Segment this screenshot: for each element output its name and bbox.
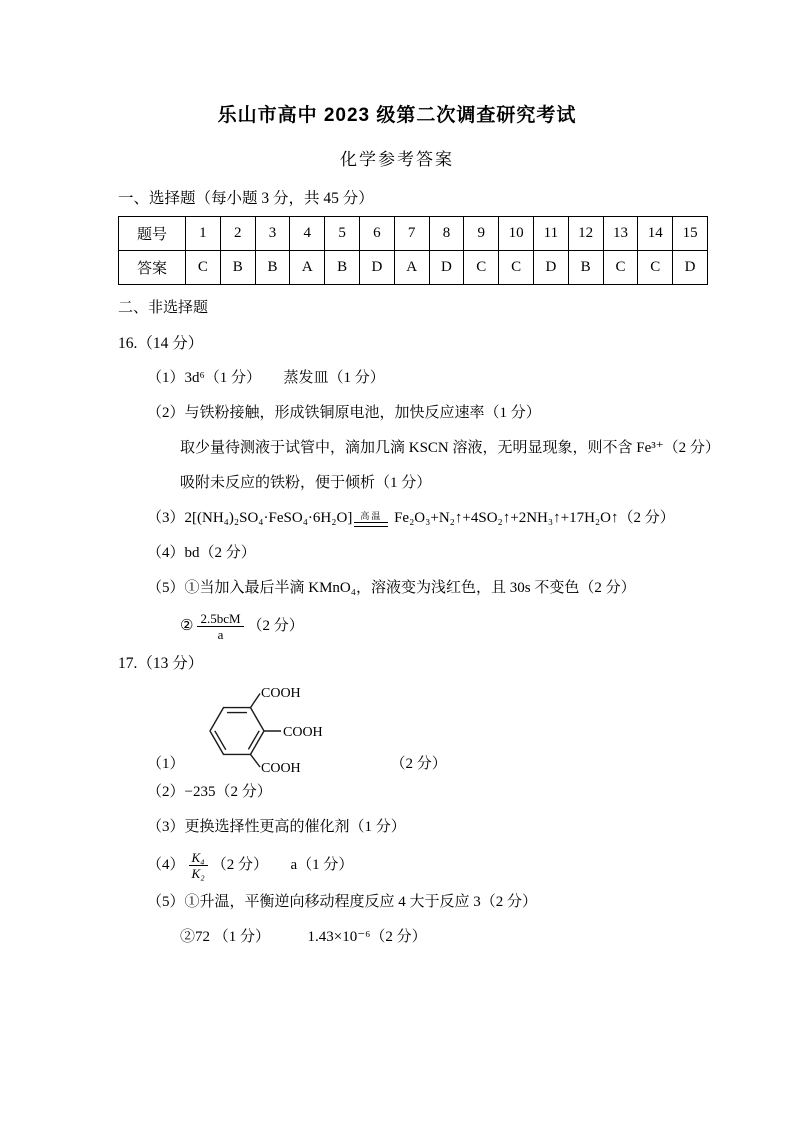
answer-cell: C bbox=[464, 251, 499, 285]
answer-cell: B bbox=[568, 251, 603, 285]
answer-cell: B bbox=[255, 251, 290, 285]
question-number-cell: 5 bbox=[325, 217, 360, 251]
fraction-prefix: （4） bbox=[147, 857, 185, 873]
cooh-label-bottom: COOH bbox=[260, 761, 301, 775]
answer-cell: C bbox=[186, 251, 221, 285]
structure-score: （2 分） bbox=[390, 756, 447, 772]
q16-item-5: （5）①当加入最后半滴 KMnO₄，溶液变为浅红色，且 30s 不变色（2 分） bbox=[147, 580, 636, 596]
question-number-cell: 8 bbox=[429, 217, 464, 251]
question-number-cell: 9 bbox=[464, 217, 499, 251]
q16-item-3-equation bbox=[118, 501, 758, 536]
reaction-condition-label: 高温 bbox=[360, 511, 383, 521]
q16-item-5-2-fraction bbox=[118, 606, 758, 646]
reaction-condition-double-line bbox=[354, 512, 388, 527]
answer-cell: D bbox=[359, 251, 394, 285]
q17-item-3: （3）更换选择性更高的催化剂（1 分） bbox=[147, 819, 406, 835]
cooh-label-top: COOH bbox=[260, 686, 301, 701]
answer-cell: C bbox=[603, 251, 638, 285]
answer-cell: A bbox=[394, 251, 429, 285]
fraction-numerator: K₄ bbox=[191, 850, 205, 866]
answer-cell: D bbox=[533, 251, 568, 285]
cooh-label-middle: COOH bbox=[282, 725, 323, 740]
question-number-cell: 11 bbox=[533, 217, 568, 251]
question-number-cell: 7 bbox=[394, 217, 429, 251]
answer-cell: B bbox=[220, 251, 255, 285]
page-subtitle: 化学参考答案 bbox=[340, 150, 454, 169]
q16-item-2-cont-2: 吸附未反应的铁粉，便于倾析（1 分） bbox=[180, 475, 432, 491]
row-header-question-number: 题号 bbox=[119, 217, 186, 251]
table-row-question-numbers bbox=[119, 217, 708, 251]
row-header-answer: 答案 bbox=[119, 251, 186, 285]
section-1-heading: 一、选择题（每小题 3 分，共 45 分） bbox=[118, 190, 374, 207]
fraction-numerator: 2.5bcM bbox=[200, 611, 241, 627]
answer-cell: C bbox=[638, 251, 673, 285]
fraction-denominator: K₂ bbox=[189, 865, 208, 881]
fraction-denominator: a bbox=[197, 626, 243, 642]
question-number-cell: 12 bbox=[568, 217, 603, 251]
question-number-cell: 3 bbox=[255, 217, 290, 251]
equals-double-line bbox=[354, 522, 388, 527]
multiple-choice-answer-table bbox=[118, 216, 708, 285]
q17-item-5-2: ②72 （1 分） 1.43×10⁻⁶（2 分） bbox=[180, 929, 427, 945]
q16-item-2: （2）与铁粉接触，形成铁铜原电池，加快反应速率（1 分） bbox=[147, 405, 541, 421]
fraction-prefix: ② bbox=[180, 618, 194, 634]
answer-cell: C bbox=[499, 251, 534, 285]
q16-item-1: （1）3d⁶（1 分） 蒸发皿（1 分） bbox=[147, 370, 385, 386]
section-2-heading: 二、非选择题 bbox=[118, 300, 209, 316]
answer-cell: B bbox=[325, 251, 360, 285]
fraction-score: （2 分） bbox=[247, 618, 304, 634]
q17-item-2: （2）−235（2 分） bbox=[147, 784, 272, 800]
equation-prefix: （3） bbox=[147, 510, 185, 526]
q16-item-4: （4）bd（2 分） bbox=[147, 545, 256, 561]
equation-lhs: 2[(NH₄)₂SO₄·FeSO₄·6H₂O] bbox=[184, 510, 353, 526]
question-number-cell: 14 bbox=[638, 217, 673, 251]
answer-cell: D bbox=[673, 251, 708, 285]
question-number-cell: 15 bbox=[673, 217, 708, 251]
q17-heading: 17.（13 分） bbox=[118, 655, 204, 672]
page-title: 乐山市高中 2023 级第二次调查研究考试 bbox=[217, 105, 577, 126]
structure-prefix: （1） bbox=[147, 756, 185, 772]
equilibrium-constant-fraction bbox=[189, 850, 208, 881]
q17-item-4-fraction bbox=[118, 845, 758, 885]
q17-item-1-structure-row bbox=[147, 683, 758, 775]
question-number-cell: 13 bbox=[603, 217, 638, 251]
question-number-cell: 1 bbox=[186, 217, 221, 251]
table-row-answers bbox=[119, 251, 708, 285]
question-number-cell: 4 bbox=[290, 217, 325, 251]
fraction-score: （2 分） a（1 分） bbox=[211, 857, 354, 873]
question-number-cell: 2 bbox=[220, 217, 255, 251]
answer-cell: A bbox=[290, 251, 325, 285]
question-number-cell: 10 bbox=[499, 217, 534, 251]
question-number-cell: 6 bbox=[359, 217, 394, 251]
equation-score: （2 分） bbox=[618, 510, 675, 526]
answer-cell: D bbox=[429, 251, 464, 285]
benzene-tricarboxylic-acid-structure-icon bbox=[197, 683, 347, 775]
fraction bbox=[197, 611, 243, 642]
q17-item-5: （5）①升温，平衡逆向移动程度反应 4 大于反应 3（2 分） bbox=[147, 894, 538, 910]
q16-item-2-cont-1: 取少量待测液于试管中，滴加几滴 KSCN 溶液，无明显现象，则不含 Fe³⁺（2 分） bbox=[180, 440, 720, 456]
q16-heading: 16.（14 分） bbox=[118, 335, 204, 352]
equation-rhs: Fe₂O₃+N₂↑+4SO₂↑+2NH₃↑+17H₂O↑ bbox=[394, 510, 619, 526]
